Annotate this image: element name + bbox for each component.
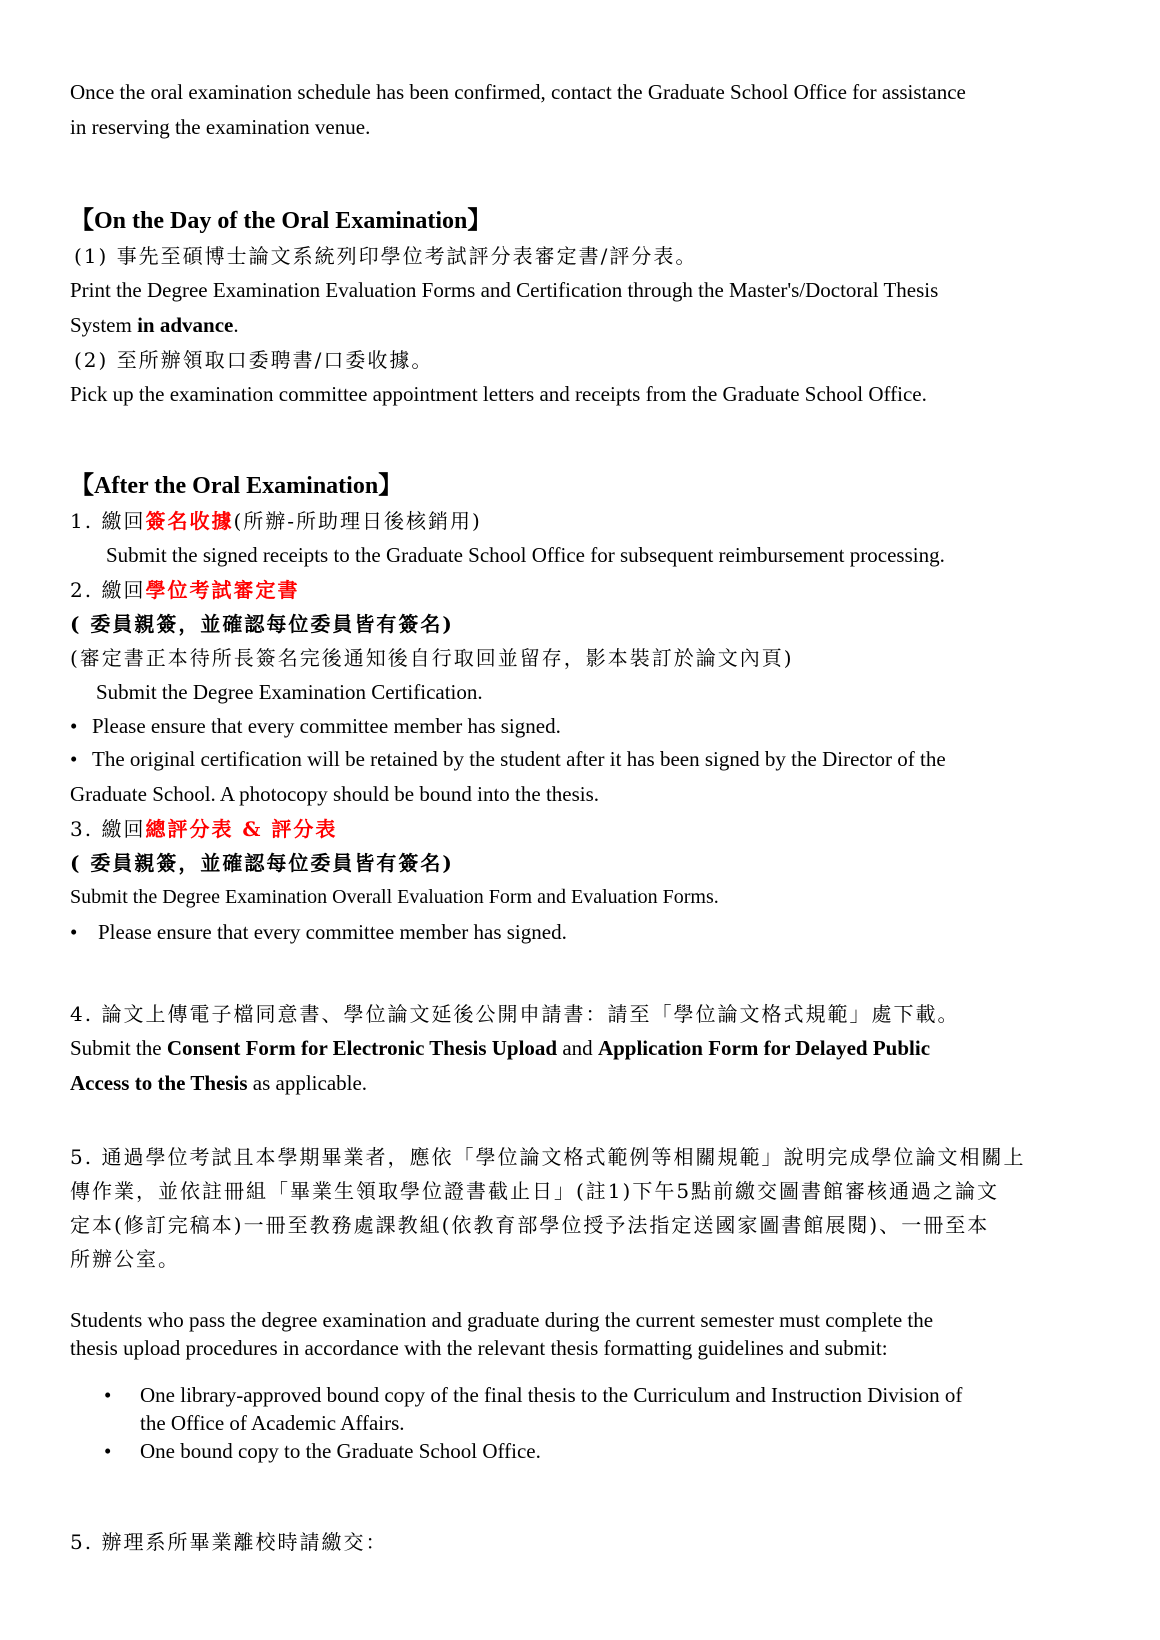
step1-suffix: (所辦-所助理日後核銷用)	[233, 509, 482, 533]
step3-prefix: 3. 繳回	[70, 817, 146, 841]
day-of-item2-en: Pick up the examination committee appointment letters and receipts from the Graduate School Office.	[70, 382, 927, 406]
step5-bullets	[70, 1381, 1100, 1465]
step2-note: (審定書正本待所長簽名完後通知後自行取回並留存，影本裝訂於論文內頁)	[70, 646, 794, 670]
step3-red: 總評分表 & 評分表	[145, 817, 338, 841]
in-advance-text: in advance	[137, 313, 234, 337]
after-heading: 【After the Oral Examination】	[70, 473, 403, 499]
day-of-heading: 【On the Day of the Oral Examination】	[70, 208, 492, 234]
step6-zh: 5. 辦理系所畢業離校時請繳交：	[70, 1530, 388, 1554]
step6-section	[70, 1525, 1100, 1559]
step2-bullet-2a: • The original certification will be retained by the student after it has been signed by the Director of the	[70, 742, 1100, 777]
step3-zh	[70, 812, 1100, 846]
step4-en-line2	[70, 1066, 1100, 1101]
step5-zh-1: 5. 通過學位考試且本學期畢業者，應依「學位論文格式範例等相關規範」說明完成學位論文相關上	[70, 1145, 1026, 1169]
step5-bullet-1a: • One library-approved bound copy of the final thesis to the Curriculum and Instruction Division of	[70, 1381, 1100, 1409]
intro-paragraph	[70, 75, 1100, 145]
day-of-item1-zh: (1) 事先至碩博士論文系統列印學位考試評分表審定書/評分表。	[74, 244, 698, 268]
step1-en: Submit the signed receipts to the Graduate School Office for subsequent reimbursement processing.	[106, 543, 945, 567]
intro-line-2: in reserving the examination venue.	[70, 115, 371, 139]
step2-red: 學位考試審定書	[145, 578, 300, 602]
step5-en-1: Students who pass the degree examination and graduate during the current semester must complete the	[70, 1308, 934, 1332]
step1-red: 簽名收據	[145, 509, 234, 533]
step2-en: Submit the Degree Examination Certification.	[96, 680, 483, 704]
step2-note-bold: ( 委員親簽，並確認每位委員皆有簽名)	[70, 612, 454, 636]
day-of-section	[70, 203, 1100, 412]
step5-zh-4: 所辦公室。	[70, 1247, 180, 1271]
day-of-item1-en-a: Print the Degree Examination Evaluation Forms and Certification through the Master's/Doctoral Thesis	[70, 278, 939, 302]
step2-bullet-2b: Graduate School. A photocopy should be bound into the thesis.	[70, 782, 600, 806]
day-of-item1-en-b-post: .	[233, 313, 239, 337]
step3-en: Submit the Degree Examination Overall Evaluation Form and Evaluation Forms.	[70, 886, 719, 908]
day-of-item1-en-b-pre: System	[70, 313, 138, 337]
step1-prefix: 1. 繳回	[70, 509, 146, 533]
delayed-access-form-name-a: Application Form for Delayed Public	[597, 1036, 931, 1060]
step1-zh	[70, 504, 1100, 538]
consent-form-name: Consent Form for Electronic Thesis Upload	[166, 1036, 558, 1060]
step2-prefix: 2. 繳回	[70, 578, 146, 602]
day-of-item2-zh: (2) 至所辦領取口委聘書/口委收據。	[74, 348, 434, 372]
step4-en-post: as applicable.	[247, 1071, 368, 1095]
step4-en-mid: and	[557, 1036, 598, 1060]
after-section	[70, 468, 1100, 950]
step5-en-section	[70, 1306, 1100, 1362]
step5-bullet-2: • One bound copy to the Graduate School Office.	[70, 1437, 1100, 1465]
step4-zh: 4. 論文上傳電子檔同意書、學位論文延後公開申請書：請至「學位論文格式規範」處下載。	[70, 1002, 960, 1026]
step4-section	[70, 997, 1100, 1101]
step3-note-bold: ( 委員親簽，並確認每位委員皆有簽名)	[70, 851, 454, 875]
step5-en-2: thesis upload procedures in accordance with the relevant thesis formatting guidelines and submit:	[70, 1336, 888, 1360]
step5-zh-2: 傳作業，並依註冊組「畢業生領取學位證書截止日」(註1)下午5點前繳交圖書館審核通過之論文	[70, 1179, 1000, 1203]
delayed-access-form-name-b: Access to the Thesis	[70, 1071, 248, 1095]
step5-zh-3: 定本(修訂完稿本)一冊至教務處課教組(依教育部學位授予法指定送國家圖書館展閱)、一冊至本	[70, 1213, 990, 1237]
step4-en-line1	[70, 1031, 1100, 1066]
step4-en-pre: Submit the	[70, 1036, 167, 1060]
step5-bullet-1b: the Office of Academic Affairs.	[140, 1411, 405, 1435]
step5-section	[70, 1140, 1100, 1276]
step2-bullet-1: • Please ensure that every committee member has signed.	[70, 710, 1100, 742]
step3-bullet-1: • Please ensure that every committee member has signed.	[70, 915, 1100, 950]
step2-zh	[70, 573, 1100, 607]
intro-line-1: Once the oral examination schedule has been confirmed, contact the Graduate School Office for assistance	[70, 80, 966, 104]
day-of-item1-en-b	[70, 308, 1100, 343]
